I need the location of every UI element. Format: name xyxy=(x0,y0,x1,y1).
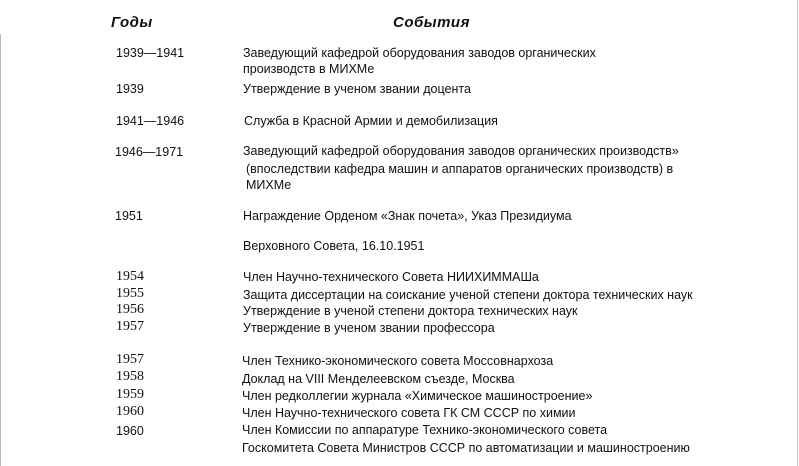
row-year: 1939 xyxy=(116,82,144,96)
row-event-line: Госкомитета Совета Министров СССР по автоматизации и машиностроению xyxy=(242,441,690,455)
row-year: 1946—1971 xyxy=(115,145,184,159)
header-events: События xyxy=(393,14,470,31)
row-event-line: Заведующий кафедрой оборудования заводов органических xyxy=(243,46,596,60)
row-year: 1958 xyxy=(116,369,144,384)
row-year: 1960 xyxy=(116,424,144,438)
row-year: 1954 xyxy=(116,269,144,284)
row-event-line: (впоследствии кафедра машин и аппаратов органических производств) в xyxy=(246,162,674,176)
row-year: 1960 xyxy=(116,404,144,419)
row-event-line: Член Технико-экономического совета Моссовнархоза xyxy=(242,354,554,368)
page-left-border xyxy=(0,34,1,466)
header-years: Годы xyxy=(111,14,153,31)
row-year: 1941—1946 xyxy=(116,114,185,128)
row-event-line: Член редколлегии журнала «Химическое машиностроение» xyxy=(242,389,593,403)
row-event-line: Утверждение в ученом звании доцента xyxy=(243,82,471,96)
row-event-line: Защита диссертации на соискание ученой степени доктора технических наук xyxy=(243,288,693,302)
row-year: 1959 xyxy=(116,387,144,402)
page-right-border xyxy=(797,0,798,466)
row-event-line: Утверждение в ученой степени доктора технических наук xyxy=(243,304,578,318)
row-year: 1955 xyxy=(116,286,144,301)
row-event-line: Член Научно-технического Совета НИИХИММАШа xyxy=(243,270,539,284)
row-event-line: Член Комиссии по аппаратуре Технико-экономического совета xyxy=(242,423,608,437)
row-event-line: Доклад на VIII Менделеевском съезде, Москва xyxy=(242,372,515,386)
row-event-line: Утверждение в ученом звании профессора xyxy=(243,321,495,335)
row-event-line: Заведующий кафедрой оборудования заводов органических производств» xyxy=(243,144,679,158)
row-event-line: Служба в Красной Армии и демобилизация xyxy=(244,114,498,128)
row-event-line: МИХМе xyxy=(246,178,292,192)
row-year: 1957 xyxy=(116,319,144,334)
row-event-line: Верховного Совета, 16.10.1951 xyxy=(243,239,425,253)
row-event-line: Награждение Орденом «Знак почета», Указ Президиума xyxy=(243,209,572,223)
row-event-line: производств в МИХМе xyxy=(243,62,375,76)
row-year: 1956 xyxy=(116,302,144,317)
row-year: 1957 xyxy=(116,352,144,367)
row-year: 1951 xyxy=(115,209,143,223)
row-year: 1939—1941 xyxy=(116,46,185,60)
row-event-line: Член Научно-технического совета ГК СМ СССР по химии xyxy=(242,406,576,420)
